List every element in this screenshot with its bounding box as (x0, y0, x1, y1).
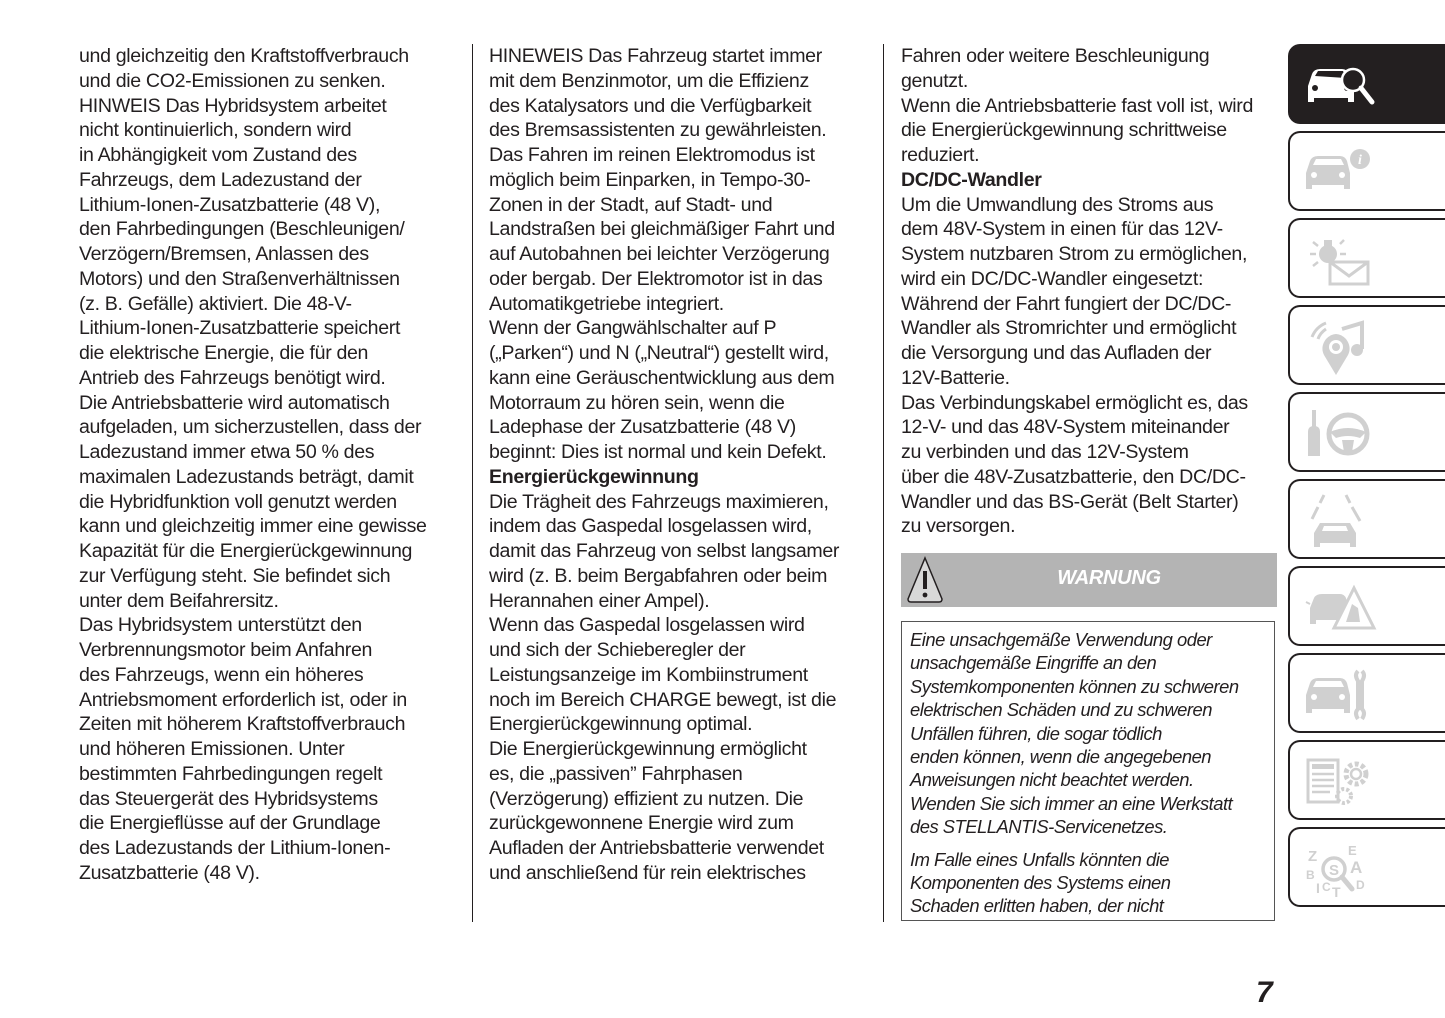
warning-title: WARNUNG (1057, 567, 1161, 589)
text-line: Die Trägheit des Fahrzeugs maximieren, (489, 490, 829, 513)
text-line: des Ladezustands der Lithium-Ionen- (79, 837, 391, 859)
text-line: Herannahen einer Ampel). (489, 589, 710, 612)
text-line: Das Hybridsystem unterstützt den (79, 614, 362, 637)
text-line: den Fahrbedingungen (Beschleunigen/ (79, 218, 405, 241)
alphabetical-index-icon (1302, 839, 1380, 899)
section-heading: Energierückgewinnung (489, 465, 699, 488)
text-line: und die CO2-Emissionen zu senken. (79, 69, 386, 92)
text-line: kann und gleichzeitig immer eine gewisse (79, 515, 427, 538)
svg-text:D: D (1356, 878, 1365, 892)
text-line: Fahrzeugs, dem Ladezustand der (79, 168, 362, 191)
text-line: und höheren Emissionen. Unter (79, 738, 345, 760)
warning-text-line: Anweisungen nicht beachtet werden. (910, 769, 1194, 791)
text-line: Lithium-Ionen-Zusatzbatterie speichert (79, 317, 401, 340)
svg-text:B: B (1306, 868, 1315, 882)
text-line: wird ein DC/DC-Wandler eingesetzt: (901, 267, 1204, 290)
warning-text-line: des STELLANTIS-Servicenetzes. (910, 816, 1168, 838)
warning-light-message-icon (1302, 230, 1380, 290)
text-line: Zonen in der Stadt, auf Stadt- und (489, 193, 773, 216)
text-line: das Steuergerät des Hybridsystems (79, 787, 378, 810)
text-line: bestimmten Fahrbedingungen regelt (79, 762, 383, 785)
warning-paragraph-2 (902, 839, 1274, 918)
text-line: Energierückgewinnung optimal. (489, 713, 753, 736)
text-line: Lithium-Ionen-Zusatzbatterie (48 V), (79, 193, 381, 216)
text-line: 12-V- und das 48V-System miteinander (901, 416, 1230, 439)
text-line: Aufladen der Antriebsbatterie verwendet (489, 837, 824, 859)
text-line: Motorraum zu hören sein, wenn die (489, 391, 785, 414)
tab-safety[interactable] (1288, 479, 1445, 559)
warning-text-line: Im Falle eines Unfalls könnten die (910, 848, 1170, 870)
text-line: Ladephase der Zusatzbatterie (48 V) (489, 416, 796, 439)
tab-emergency[interactable] (1288, 566, 1445, 646)
warning-text-line: Eine unsachgemäße Verwendung oder (910, 629, 1212, 650)
text-line: Landstraßen bei gleichmäßiger Fahrt und (489, 218, 835, 241)
specifications-gears-icon (1302, 752, 1380, 812)
text-line: Um die Umwandlung des Stroms aus (901, 193, 1214, 216)
text-line: Zeiten mit höherem Kraftstoffverbrauch (79, 713, 406, 736)
tab-multimedia[interactable] (1288, 305, 1445, 385)
text-line: Motors) und den Straßenverhältnissen (79, 267, 400, 290)
text-line: wird (z. B. beim Bergabfahren oder beim (489, 564, 828, 587)
text-line: genutzt. (901, 69, 968, 92)
car-breakdown-warning-icon (1302, 578, 1380, 638)
text-line: Zusatzbatterie (48 V). (79, 861, 260, 884)
text-column-3 (901, 44, 1281, 539)
car-magnifier-icon (1302, 56, 1380, 116)
text-line: Verbrennungsmotor beim Anfahren (79, 639, 373, 661)
text-line: Ladezustand immer etwa 50 % des (79, 441, 375, 463)
tab-car-knowledge[interactable] (1288, 44, 1445, 124)
text-line: Leistungsanzeige im Kombiinstrument (489, 663, 808, 686)
svg-text:C: C (1322, 880, 1331, 894)
text-line: Antriebsmoment erforderlich ist, oder in (79, 688, 407, 711)
tab-dashboard[interactable] (1288, 131, 1445, 211)
warning-text-line: elektrischen Schäden und zu schweren (910, 699, 1212, 721)
text-line: Automatikgetriebe integriert. (489, 292, 724, 315)
text-column-1 (79, 44, 459, 886)
car-info-icon (1302, 143, 1380, 203)
page-number: 7 (1256, 976, 1273, 1009)
key-steering-wheel-icon (1302, 404, 1380, 464)
text-line: beginnt: Dies ist normal und kein Defekt. (489, 441, 827, 463)
warning-text-line: Schaden erlitten haben, der nicht (910, 895, 1164, 917)
text-line: Das Verbindungskabel ermöglicht es, das (901, 391, 1248, 414)
svg-text:A: A (1350, 858, 1363, 877)
tab-technical-data[interactable] (1288, 740, 1445, 820)
text-line: des Fahrzeugs, wenn ein höheres (79, 663, 364, 686)
warning-paragraph-1 (902, 622, 1274, 839)
text-line: die Energierückgewinnung schrittweise (901, 119, 1227, 142)
text-line: (Verzögerung) effizient zu nutzen. Die (489, 787, 804, 810)
text-line: unter dem Beifahrersitz. (79, 589, 279, 612)
text-line: möglich beim Einparken, in Tempo-30- (489, 168, 811, 191)
text-line: in Abhängigkeit vom Zustand des (79, 144, 357, 166)
text-line: (z. B. Gefälle) aktiviert. Die 48-V- (79, 292, 352, 315)
warning-text-line: Wenden Sie sich immer an eine Werkstatt (910, 792, 1233, 814)
text-line: Wenn die Antriebsbatterie fast voll ist, wird (901, 94, 1253, 117)
warning-text-line: Komponenten des Systems einen (910, 872, 1171, 894)
text-line: Fahren oder weitere Beschleunigung (901, 45, 1210, 67)
text-line: aufgeladen, um sicherzustellen, dass der (79, 416, 422, 439)
text-line: Verzögern/Bremsen, Anlassen des (79, 243, 369, 265)
text-line: nicht kontinuierlich, sondern wird (79, 119, 352, 142)
car-lane-icon (1302, 491, 1380, 551)
text-line: dem 48V-System in einen für das 12V- (901, 218, 1223, 241)
text-line: noch im Bereich CHARGE bewegt, ist die (489, 688, 837, 711)
text-line: die elektrische Energie, die für den (79, 342, 369, 364)
svg-text:T: T (1332, 884, 1341, 899)
text-line: HINWEIS Das Hybridsystem arbeitet (79, 94, 387, 117)
text-line: Kapazität für die Energierückgewinnung (79, 540, 413, 562)
text-line: Wandler und das BS-Gerät (Belt Starter) (901, 490, 1239, 513)
text-line: System nutzbaren Strom zu ermöglichen, (901, 243, 1248, 265)
car-wrench-icon (1302, 665, 1380, 725)
text-line: zurückgewonnene Energie wird zum (489, 812, 794, 835)
text-line: und gleichzeitig den Kraftstoffverbrauch (79, 45, 409, 67)
warning-text-line: unsachgemäße Eingriffe an den (910, 652, 1157, 674)
text-line: auf Autobahnen bei leichter Verzögerung (489, 243, 830, 265)
tab-index[interactable] (1288, 827, 1445, 907)
warning-box (901, 621, 1275, 921)
text-line: und anschließend für rein elektrisches (489, 861, 806, 884)
svg-text:Z: Z (1308, 848, 1318, 865)
tab-warning-lights[interactable] (1288, 218, 1445, 298)
text-line: Während der Fahrt fungiert der DC/DC- (901, 292, 1232, 315)
text-line: Die Energierückgewinnung ermöglicht (489, 738, 807, 760)
text-line: oder bergab. Der Elektromotor ist in das (489, 267, 823, 290)
text-line: reduziert. (901, 144, 980, 166)
warning-text-line: Systemkomponenten können zu schweren (910, 675, 1239, 697)
tab-starting-driving[interactable] (1288, 392, 1445, 472)
svg-text:S: S (1328, 862, 1340, 879)
text-line: über die 48V-Zusatzbatterie, den DC/DC- (901, 465, 1246, 488)
text-line: Wandler als Stromrichter und ermöglicht (901, 317, 1237, 340)
text-line: („Parken“) und N („Neutral“) gestellt wird, (489, 342, 829, 364)
warning-header (901, 553, 1277, 607)
text-line: mit dem Benzinmotor, um die Effizienz (489, 69, 809, 92)
svg-text:I: I (1316, 880, 1320, 896)
music-location-icon (1302, 317, 1380, 377)
text-line: maximalen Ladezustands beträgt, damit (79, 465, 414, 488)
column-divider (472, 44, 473, 922)
text-line: Wenn der Gangwählschalter auf P (489, 317, 777, 340)
text-line: die Versorgung und das Aufladen der (901, 342, 1212, 364)
text-line: des Bremsassistenten zu gewährleisten. (489, 119, 827, 142)
svg-text:E: E (1348, 843, 1357, 858)
text-line: zur Verfügung steht. Sie befindet sich (79, 564, 391, 587)
text-line: kann eine Geräuschentwicklung aus dem (489, 366, 835, 389)
column-divider (883, 44, 884, 922)
svg-text:i: i (1358, 153, 1362, 168)
text-line: die Hybridfunktion voll genutzt werden (79, 490, 397, 513)
text-line: zu versorgen. (901, 515, 1016, 538)
tab-maintenance[interactable] (1288, 653, 1445, 733)
text-line: Wenn das Gaspedal losgelassen wird (489, 614, 805, 637)
section-heading: DC/DC-Wandler (901, 168, 1042, 191)
text-line: zu verbinden und das 12V-System (901, 441, 1189, 463)
text-line: Das Fahren im reinen Elektromodus ist (489, 144, 815, 166)
text-line: die Energieflüsse auf der Grundlage (79, 812, 381, 835)
text-line: indem das Gaspedal losgelassen wird, (489, 515, 812, 538)
text-line: damit das Fahrzeug von selbst langsamer (489, 540, 840, 562)
text-line: 12V-Batterie. (901, 366, 1010, 389)
text-column-2 (489, 44, 869, 886)
text-line: es, die „passiven” Fahrphasen (489, 762, 743, 785)
warning-text-line: Unfällen führen, die sogar tödlich (910, 722, 1162, 744)
text-line: Antrieb des Fahrzeugs benötigt wird. (79, 366, 386, 389)
text-line: Die Antriebsbatterie wird automatisch (79, 391, 390, 414)
text-line: und sich der Schieberegler der (489, 639, 746, 661)
warning-text-line: enden können, wenn die angegebenen (910, 746, 1212, 768)
text-line: des Katalysators und die Verfügbarkeit (489, 94, 812, 117)
text-line: HINEWEIS Das Fahrzeug startet immer (489, 45, 822, 67)
